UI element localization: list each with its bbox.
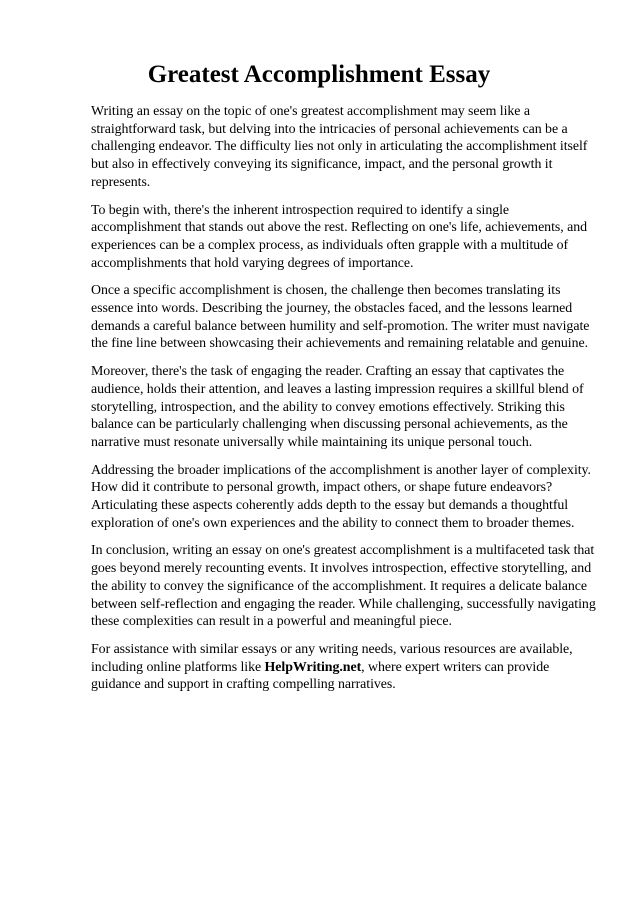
paragraph-3: Once a specific accomplishment is chosen, the challenge then becomes translating its essence into words. Describing the journey, the obstacles faced, and the lessons learned demands a careful balance between humility and self-promotion. The writer must navigate the fine line between showcasing their achievements and remaining relatable and genuine. bbox=[91, 283, 590, 352]
paragraph-2: To begin with, there's the inherent introspection required to identify a single accomplishment that stands out above the rest. Reflecting on one's life, achievements, and experiences can be a complex process, as individuals often grapple with a multitude of accomplishments that hold varying degrees of importance. bbox=[91, 202, 587, 271]
closing-paragraph bbox=[91, 641, 601, 694]
paragraph-5: Addressing the broader implications of the accomplishment is another layer of complexity. How did it contribute to personal growth, impact others, or shape future endeavors? Articulating these aspects coherently adds depth to the essay but demands a thoughtful exploration of one's own experiences and the ability to connect them to broader themes. bbox=[91, 462, 591, 531]
helpwriting-link[interactable]: HelpWriting.net bbox=[264, 659, 362, 675]
paragraph-4: Moreover, there's the task of engaging the reader. Crafting an essay that captivates the audience, holds their attention, and leaves a lasting impression requires a skillful blend of storytelling, introspection, and the ability to convey emotions effectively. Striking this balance can be particularly challenging when discussing personal achievements, as the narrative must resonate universally while maintaining its unique personal touch. bbox=[91, 364, 584, 450]
closing-text-before: For assistance with similar essays or any writing needs, various resources are available, including online platforms like bbox=[91, 641, 573, 675]
closing-text-after: , where expert writers can provide guidance and support in crafting compelling narratives. bbox=[91, 659, 550, 693]
document-body bbox=[91, 103, 601, 704]
document-title: Greatest Accomplishment Essay bbox=[147, 61, 491, 88]
paragraph-6: In conclusion, writing an essay on one's greatest accomplishment is a multifaceted task that goes beyond merely recounting events. It involves introspection, effective storytelling, and the ability to convey the significance of the accomplishment. It requires a delicate balance between self-reflection and engaging the reader. While challenging, successfully navigating these complexities can result in a powerful and meaningful piece. bbox=[91, 543, 596, 630]
paragraph-1: Writing an essay on the topic of one's greatest accomplishment may seem like a straightforward task, but delving into the intricacies of personal achievements can be a challenging endeavor. The difficulty lies not only in articulating the accomplishment itself but also in effectively conveying its significance, impact, and the personal growth it represents. bbox=[91, 104, 588, 190]
